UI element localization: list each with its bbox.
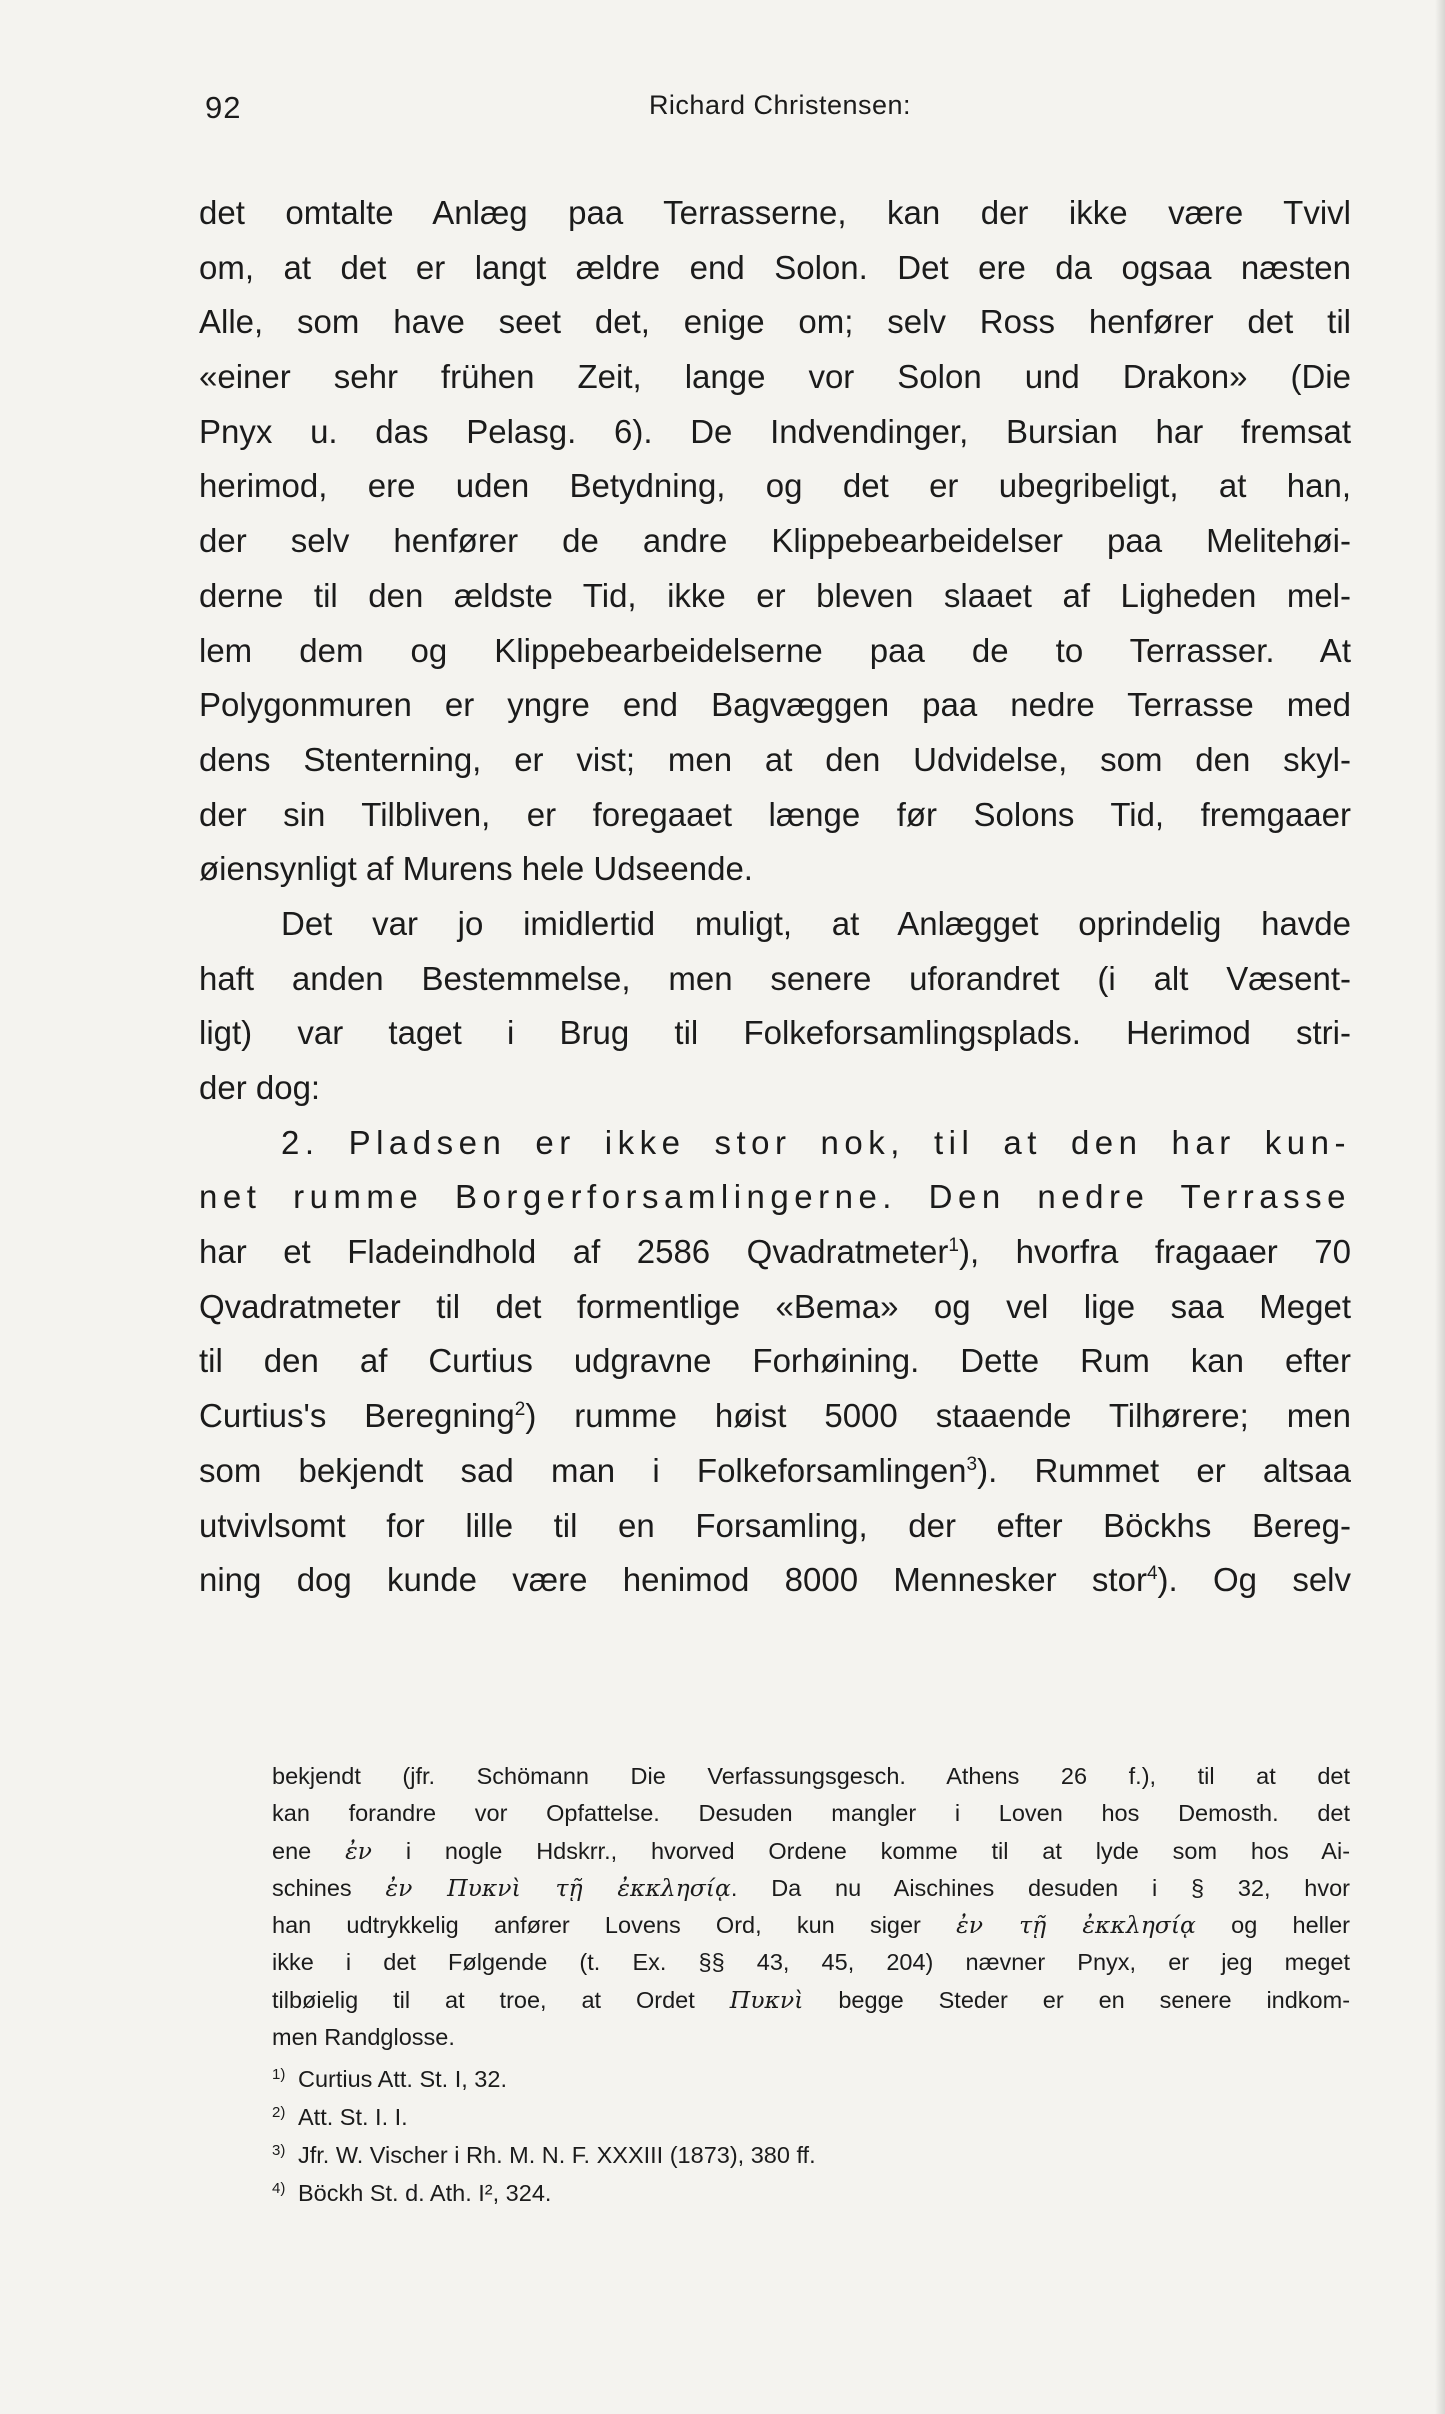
text-line: til den af Curtius udgravne Forhøining. Dette Rum kan efter bbox=[199, 1342, 1351, 1380]
text-fragment: har et Fladeindhold af 2586 Qvadratmeter bbox=[199, 1233, 949, 1271]
text-line: herimod, ere uden Betydning, og det er ubegribeligt, at han, bbox=[199, 467, 1351, 505]
footnote-mark: 4) bbox=[272, 2180, 286, 2198]
text-line-emphasis: 2. Pladsen er ikke stor nok, til at den har kun- bbox=[281, 1123, 1351, 1161]
footnote-text: Jfr. W. Vischer i Rh. M. N. F. XXXIII (1873), 380 ff. bbox=[298, 2142, 816, 2169]
greek-text: ἐν bbox=[345, 1836, 372, 1865]
text-fragment: ). Og selv bbox=[1157, 1561, 1352, 1599]
note-fragment: begge Steder er en senere indkom- bbox=[838, 1986, 1351, 2013]
footnote-ref: 4 bbox=[1146, 1563, 1158, 1585]
footnote-mark: 1) bbox=[272, 2066, 286, 2084]
text-line: der sin Tilbliven, er foregaaet længe før Solons Tid, fremgaaer bbox=[199, 795, 1351, 833]
note-line bbox=[272, 1907, 1350, 1944]
note-fragment: . Da nu Aischines desuden i § 32, hvor bbox=[730, 1874, 1351, 1901]
footnote-text: Böckh St. d. Ath. I², 324. bbox=[298, 2180, 552, 2207]
greek-text: ἐν Πυκνὶ τῇ ἐκκλησίᾳ bbox=[385, 1873, 731, 1902]
text-line: Pnyx u. das Pelasg. 6). De Indvendinger, Bursian har fremsat bbox=[199, 412, 1351, 450]
text-line: det omtalte Anlæg paa Terrasserne, kan der ikke være Tvivl bbox=[199, 194, 1351, 231]
text-fragment: ) rumme høist 5000 staaende Tilhørere; men bbox=[525, 1397, 1351, 1435]
text-line: ligt) var taget i Brug til Folkeforsamlingsplads. Herimod stri- bbox=[199, 1014, 1351, 1052]
greek-text: Πυκνὶ bbox=[729, 1985, 804, 2014]
note-line bbox=[272, 1982, 1350, 2019]
text-line: om, at det er langt ældre end Solon. Det ere da ogsaa næsten bbox=[199, 248, 1351, 286]
text-line: Qvadratmeter til det formentlige «Bema» og vel lige saa Meget bbox=[199, 1287, 1351, 1325]
footnote-ref: 3 bbox=[966, 1453, 978, 1475]
text-line: utvivlsomt for lille til en Forsamling, der efter Böckhs Bereg- bbox=[199, 1506, 1351, 1544]
text-line-emphasis: net rumme Borgerforsamlingerne. Den nedre Terrasse bbox=[199, 1178, 1351, 1216]
footnote-block bbox=[272, 1758, 1350, 2208]
note-fragment: schines bbox=[272, 1874, 352, 1901]
text-line: der dog: bbox=[199, 1069, 321, 1106]
text-fragment: Curtius's Beregning bbox=[199, 1397, 515, 1435]
text-line: Alle, som have seet det, enige om; selv Ross henfører det til bbox=[199, 303, 1351, 341]
note-fragment: og heller bbox=[1231, 1912, 1350, 1939]
footnote-text: Att. St. I. I. bbox=[298, 2104, 408, 2131]
page-number: 92 bbox=[205, 90, 242, 125]
note-fragment: ene bbox=[272, 1837, 312, 1864]
text-line: Det var jo imidlertid muligt, at Anlægget oprindelig havde bbox=[281, 904, 1351, 942]
text-line: lem dem og Klippebearbeidelserne paa de to Terrasser. At bbox=[199, 631, 1351, 669]
footnote-text: Curtius Att. St. I, 32. bbox=[298, 2066, 507, 2093]
footnote-1 bbox=[272, 2056, 1350, 2094]
note-line bbox=[272, 1833, 1350, 1870]
page-edge-shadow bbox=[1435, 0, 1445, 2414]
text-line: øiensynligt af Murens hele Udseende. bbox=[199, 850, 753, 888]
text-line: «einer sehr frühen Zeit, lange vor Solon und Drakon» (Die bbox=[199, 358, 1351, 396]
footnote-ref: 1 bbox=[948, 1235, 959, 1257]
main-text bbox=[199, 186, 1351, 1608]
note-line: ikke i det Følgende (t. Ex. §§ 43, 45, 204) nævner Pnyx, er jeg meget bbox=[272, 1949, 1350, 1976]
text-fragment: som bekjendt sad man i Folkeforsamlingen bbox=[199, 1451, 967, 1489]
note-line bbox=[272, 1870, 1350, 1907]
footnote-3 bbox=[272, 2132, 1350, 2170]
greek-text: ἐν τῇ ἐκκλησίᾳ bbox=[956, 1911, 1196, 1940]
text-line: Polygonmuren er yngre end Bagvæggen paa nedre Terrasse med bbox=[199, 686, 1351, 724]
text-fragment: ) bbox=[958, 1233, 970, 1271]
footnote-mark: 2) bbox=[272, 2104, 286, 2122]
text-line: der selv henfører de andre Klippebearbeidelser paa Melitehøi- bbox=[199, 522, 1351, 560]
text-line: haft anden Bestemmelse, men senere uforandret (i alt Væsent- bbox=[199, 959, 1351, 997]
note-fragment: tilbøielig til at troe, at Ordet bbox=[272, 1986, 695, 2013]
running-title: Richard Christensen: bbox=[648, 90, 912, 120]
text-line bbox=[199, 1225, 1351, 1280]
text-fragment: ). Rummet er altsaa bbox=[977, 1451, 1351, 1489]
text-line: dens Stenterning, er vist; men at den Udvidelse, som den skyl- bbox=[199, 740, 1351, 778]
note-line: kan forandre vor Opfattelse. Desuden mangler i Loven hos Demosth. det bbox=[272, 1800, 1350, 1827]
note-fragment: han udtrykkelig anfører Lovens Ord, kun siger bbox=[272, 1912, 921, 1939]
footnote-2 bbox=[272, 2094, 1350, 2132]
footnote-4 bbox=[272, 2170, 1350, 2208]
running-head bbox=[205, 90, 1355, 130]
footnote-ref: 2 bbox=[514, 1399, 526, 1421]
text-line bbox=[199, 1444, 1351, 1499]
text-line bbox=[199, 1389, 1351, 1444]
footnote-mark: 3) bbox=[272, 2142, 286, 2160]
text-line bbox=[199, 1553, 1351, 1608]
text-fragment: , hvorfra fragaaer 70 bbox=[969, 1233, 1351, 1271]
text-fragment: ning dog kunde være henimod 8000 Mennesker stor bbox=[199, 1561, 1147, 1599]
text-line: derne til den ældste Tid, ikke er bleven slaaet af Ligheden mel- bbox=[199, 576, 1351, 614]
note-fragment: i nogle Hdskrr., hvorved Ordene komme til at lyde som hos Ai- bbox=[405, 1837, 1351, 1864]
note-line: men Randglosse. bbox=[272, 2024, 455, 2051]
note-line: bekjendt (jfr. Schömann Die Verfassungsgesch. Athens 26 f.), til at det bbox=[272, 1763, 1350, 1789]
